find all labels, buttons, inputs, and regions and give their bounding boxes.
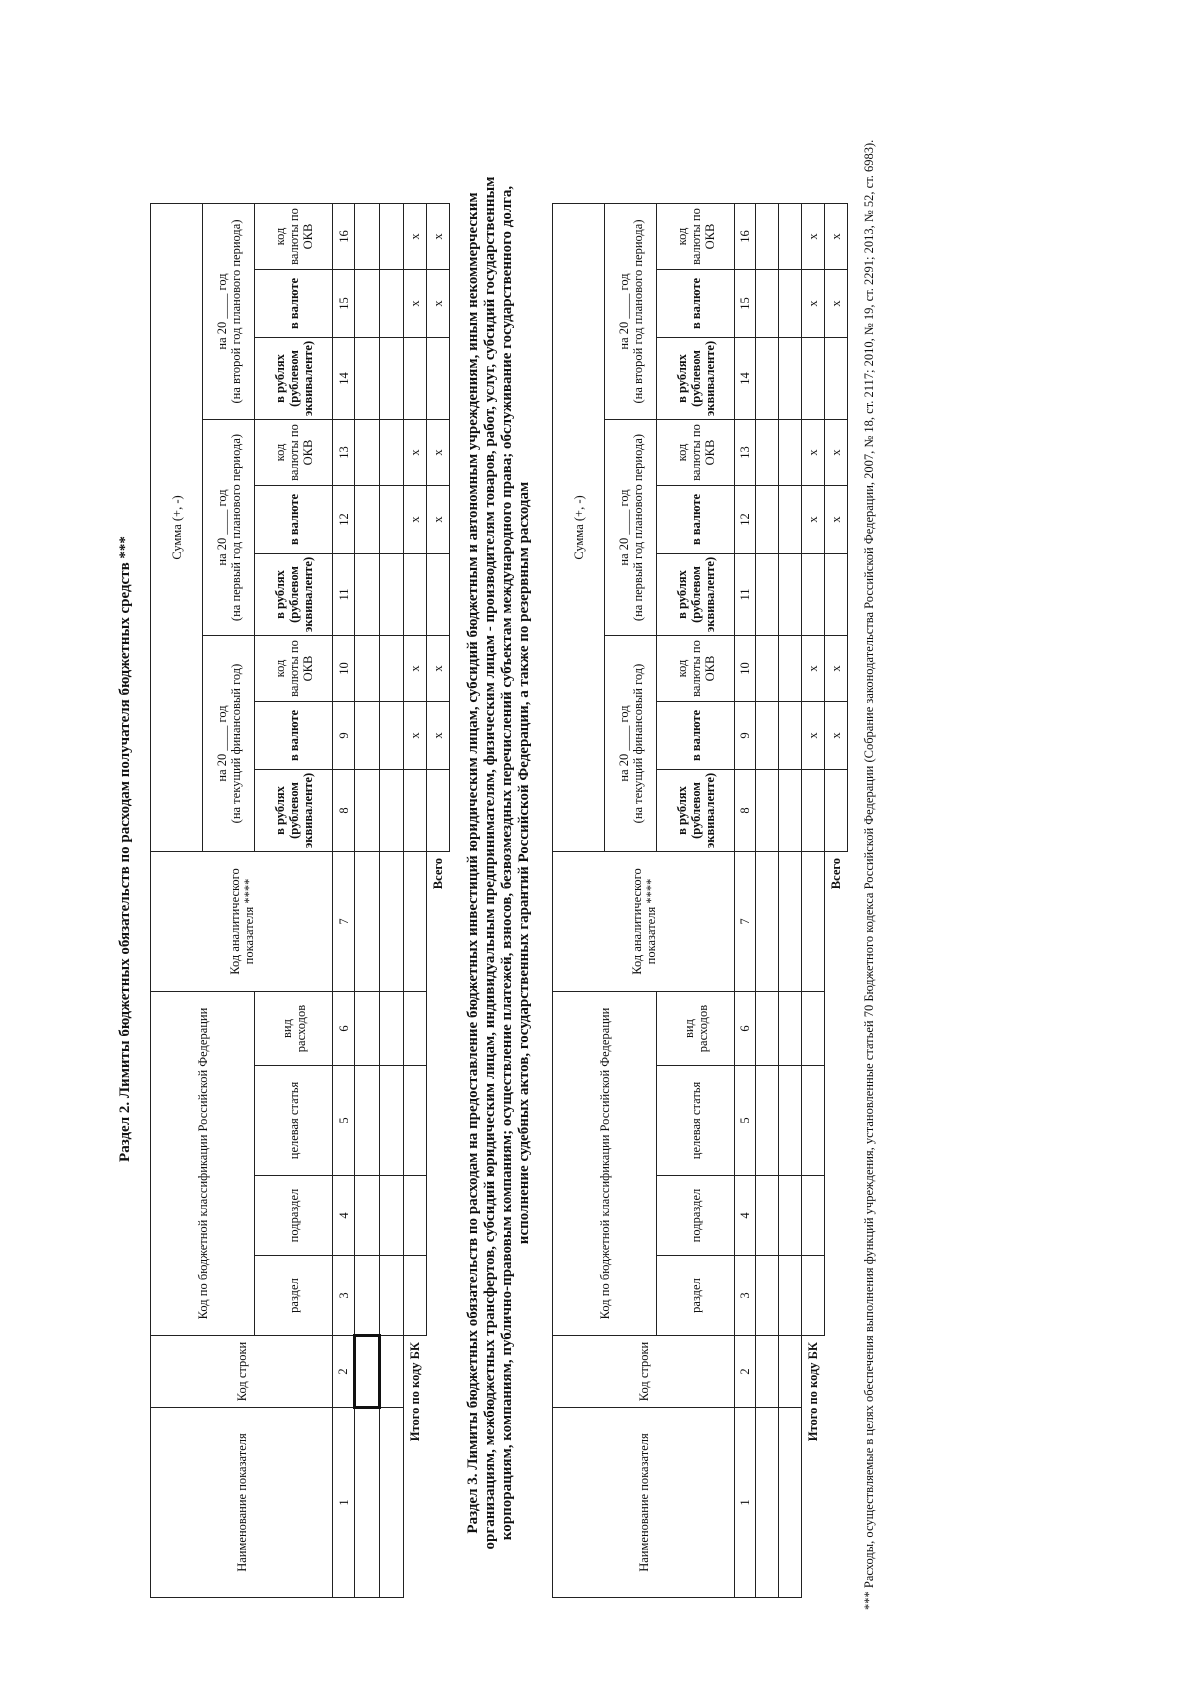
cell[interactable] [756,270,779,338]
x-mark: x [427,270,450,338]
col-number: 10 [735,636,756,702]
header-period3: на 20 ____ год (на второй год планового периода) [605,204,657,420]
header-bk: Код по бюджетной классификации Российской Федерации [553,992,657,1336]
cell[interactable] [404,1176,427,1256]
col-number: 9 [333,702,355,770]
header-analytic: Код аналитического показателя **** [151,852,333,992]
cell[interactable] [779,554,802,636]
cell[interactable] [779,1066,802,1176]
cell[interactable] [380,1176,404,1256]
header-podrazdel: подраздел [657,1176,735,1256]
table-row [756,204,779,1598]
header-period1: на 20 ____ год (на текущий финансовый год) [605,636,657,852]
header-rub-1: в рублях (рублевом эквиваленте) [657,770,735,852]
header-rub-2: в рублях (рублевом эквиваленте) [255,554,333,636]
header-code: Код строки [151,1336,333,1408]
section3-title: Раздел 3. Лимиты бюджетных обязательств по расходам на предоставление бюджетных инвестиций юридическим лицам, субсидий бюджетным и автономным учреждениям, иным некоммерческим организациям, межбюджетных трансфертов, субсидий юридическим лицам, индивидуальным предпринимателям, физическим лицам - производителям товаров, работ, услуг, субсидий государственным корпорациям, компаниям, публично-правовым компаниям; осуществление платежей, взносов, безвозмездных перечислений субъектам международного права; обслуживание государственного долга, исполнение судебных актов, государственных гарантий Российской Федерации, а также по резервным расходам [465,176,532,1550]
x-mark: x [802,204,825,270]
cell[interactable] [779,992,802,1066]
cell[interactable] [380,770,404,852]
cell[interactable] [404,992,427,1066]
col-number: 10 [333,636,355,702]
col-number: 3 [735,1256,756,1336]
cell[interactable] [380,338,404,420]
header-sum: Сумма (+, -) [151,204,203,852]
col-number: 2 [735,1336,756,1408]
table-row [355,204,380,1598]
cell[interactable] [779,702,802,770]
col-number: 12 [735,486,756,554]
cell[interactable] [380,554,404,636]
cell[interactable] [355,1336,380,1408]
cell[interactable] [404,852,427,992]
cell[interactable] [355,636,380,702]
cell[interactable] [380,636,404,702]
section2-table [150,203,450,1598]
total-bk-label: Итого по коду БК [408,1342,423,1442]
cell[interactable] [380,1336,404,1408]
col-number: 14 [333,338,355,420]
x-mark: x [802,420,825,486]
x-mark: x [427,702,450,770]
cell[interactable] [380,1066,404,1176]
header-code: Код строки [553,1336,735,1408]
cell[interactable] [404,770,427,852]
header-val-3: в валюте [255,270,333,338]
x-mark: x [404,204,427,270]
cell[interactable] [756,420,779,486]
cell[interactable] [779,486,802,554]
x-mark: x [825,270,848,338]
x-mark: x [404,702,427,770]
header-okv-1: код валюты по ОКВ [255,636,333,702]
header-val-2: в валюте [255,486,333,554]
cell[interactable] [802,1176,825,1256]
col-number: 16 [735,204,756,270]
header-razdel: раздел [255,1256,333,1336]
cell[interactable] [404,1256,427,1336]
cell[interactable] [404,1066,427,1176]
cell[interactable] [779,270,802,338]
cell[interactable] [756,702,779,770]
col-number: 13 [735,420,756,486]
header-okv-3: код валюты по ОКВ [255,204,333,270]
header-rub-2: в рублях (рублевом эквиваленте) [657,554,735,636]
col-number: 4 [333,1176,355,1256]
header-analytic: Код аналитического показателя **** [553,852,735,992]
total-all-row [825,204,848,1598]
header-rub-3: в рублях (рублевом эквиваленте) [657,338,735,420]
cell[interactable] [756,554,779,636]
col-number: 6 [333,992,355,1066]
header-okv-2: код валюты по ОКВ [657,420,735,486]
cell[interactable] [756,1256,779,1336]
cell[interactable] [779,1408,802,1598]
cell[interactable] [380,486,404,554]
cell[interactable] [380,852,404,992]
x-mark: x [802,486,825,554]
header-period2: на 20 ____ год (на первый год планового периода) [203,420,255,636]
cell[interactable] [355,1256,380,1336]
col-number: 12 [333,486,355,554]
total-all-label: Всего [431,858,446,890]
col-number: 16 [333,204,355,270]
col-number: 4 [735,1176,756,1256]
total-bk-row [404,204,427,1598]
header-rub-3: в рублях (рублевом эквиваленте) [255,338,333,420]
total-all-row [427,204,450,1598]
cell[interactable] [779,338,802,420]
cell[interactable] [355,852,380,992]
cell[interactable] [779,770,802,852]
x-mark: x [825,420,848,486]
cell[interactable] [355,338,380,420]
cell[interactable] [404,554,427,636]
col-number: 2 [333,1336,355,1408]
header-okv-2: код валюты по ОКВ [255,420,333,486]
cell[interactable] [779,1336,802,1408]
cell[interactable] [779,420,802,486]
cell[interactable] [380,1256,404,1336]
cell[interactable] [825,338,848,420]
cell[interactable] [756,1408,779,1598]
cell[interactable] [380,1408,404,1598]
cell[interactable] [427,338,450,420]
header-period1: на 20 ____ год (на текущий финансовый год) [203,636,255,852]
cell[interactable] [355,420,380,486]
section2-title: Раздел 2. Лимиты бюджетных обязательств по расходам получателя бюджетных средств *** [117,536,133,1162]
col-number: 7 [333,852,355,992]
x-mark: x [427,636,450,702]
x-mark: x [802,270,825,338]
cell[interactable] [756,1336,779,1408]
cell[interactable] [802,770,825,852]
header-vid: вид расходов [657,992,735,1066]
cell[interactable] [779,852,802,992]
cell[interactable] [756,486,779,554]
cell[interactable] [380,420,404,486]
col-number: 5 [735,1066,756,1176]
x-mark: x [427,486,450,554]
header-okv-3: код валюты по ОКВ [657,204,735,270]
cell[interactable] [355,770,380,852]
col-number: 9 [735,702,756,770]
cell[interactable] [756,1066,779,1176]
column-numbers-row [735,204,756,1598]
x-mark: x [427,420,450,486]
cell[interactable] [380,270,404,338]
header-bk: Код по бюджетной классификации Российской Федерации [151,992,255,1336]
table-row [779,204,802,1598]
header-period2: на 20 ____ год (на первый год планового периода) [605,420,657,636]
x-mark: x [825,636,848,702]
cell[interactable] [380,204,404,270]
header-name: Наименование показателя [553,1408,735,1598]
cell[interactable] [355,554,380,636]
col-number: 5 [333,1066,355,1176]
cell[interactable] [355,204,380,270]
col-number: 1 [735,1408,756,1598]
total-bk-label: Итого по коду БК [806,1342,821,1442]
cell[interactable] [825,770,848,852]
cell[interactable] [404,338,427,420]
cell[interactable] [802,1256,825,1336]
section3-table [552,203,848,1598]
col-number: 15 [333,270,355,338]
x-mark: x [404,636,427,702]
cell[interactable] [756,338,779,420]
header-vid: вид расходов [255,992,333,1066]
cell[interactable] [756,852,779,992]
x-mark: x [825,204,848,270]
cell[interactable] [380,702,404,770]
header-val-1: в валюте [255,702,333,770]
col-number: 15 [735,270,756,338]
cell[interactable] [756,636,779,702]
header-podrazdel: подраздел [255,1176,333,1256]
cell[interactable] [355,486,380,554]
cell[interactable] [802,554,825,636]
x-mark: x [404,420,427,486]
cell[interactable] [779,636,802,702]
col-number: 8 [735,770,756,852]
header-celevaya: целевая статья [657,1066,735,1176]
header-period3: на 20 ____ год (на второй год планового периода) [203,204,255,420]
total-bk-row [802,204,825,1598]
x-mark: x [825,702,848,770]
header-val-2: в валюте [657,486,735,554]
table-row [380,204,404,1598]
cell[interactable] [355,1176,380,1256]
header-rub-1: в рублях (рублевом эквиваленте) [255,770,333,852]
cell[interactable] [756,1176,779,1256]
col-number: 7 [735,852,756,992]
x-mark: x [404,486,427,554]
cell[interactable] [756,770,779,852]
col-number: 11 [735,554,756,636]
cell[interactable] [779,1176,802,1256]
col-number: 1 [333,1408,355,1598]
header-val-1: в валюте [657,702,735,770]
cell[interactable] [802,992,825,1066]
cell[interactable] [779,1256,802,1336]
cell[interactable] [355,270,380,338]
column-numbers-row [333,204,355,1598]
col-number: 11 [333,554,355,636]
cell[interactable] [802,338,825,420]
x-mark: x [802,702,825,770]
x-mark: x [427,204,450,270]
col-number: 14 [735,338,756,420]
total-all-label: Всего [829,858,844,890]
cell[interactable] [427,770,450,852]
cell[interactable] [779,204,802,270]
cell[interactable] [355,1408,380,1598]
cell[interactable] [802,1066,825,1176]
cell[interactable] [355,992,380,1066]
x-mark: x [802,636,825,702]
col-number: 3 [333,1256,355,1336]
footnote: *** Расходы, осуществляемые в целях обеспечения выполнения функций учреждения, установленные статьей 70 Бюджетного кодекса Российской Федерации (Собрание законодательства Российской Федерации, 2007, № 18, ст. 2117; 2010, № 19, ст. 2291; 2013, № 52, ст. 6983). [862,139,876,1610]
cell[interactable] [756,204,779,270]
cell[interactable] [802,852,825,992]
cell[interactable] [355,1066,380,1176]
col-number: 13 [333,420,355,486]
col-number: 6 [735,992,756,1066]
cell[interactable] [355,702,380,770]
header-okv-1: код валюты по ОКВ [657,636,735,702]
header-celevaya: целевая статья [255,1066,333,1176]
header-name: Наименование показателя [151,1408,333,1598]
header-sum: Сумма (+, -) [553,204,605,852]
header-razdel: раздел [657,1256,735,1336]
cell[interactable] [756,992,779,1066]
cell[interactable] [825,554,848,636]
header-val-3: в валюте [657,270,735,338]
cell[interactable] [427,554,450,636]
col-number: 8 [333,770,355,852]
cell[interactable] [380,992,404,1066]
x-mark: x [404,270,427,338]
x-mark: x [825,486,848,554]
